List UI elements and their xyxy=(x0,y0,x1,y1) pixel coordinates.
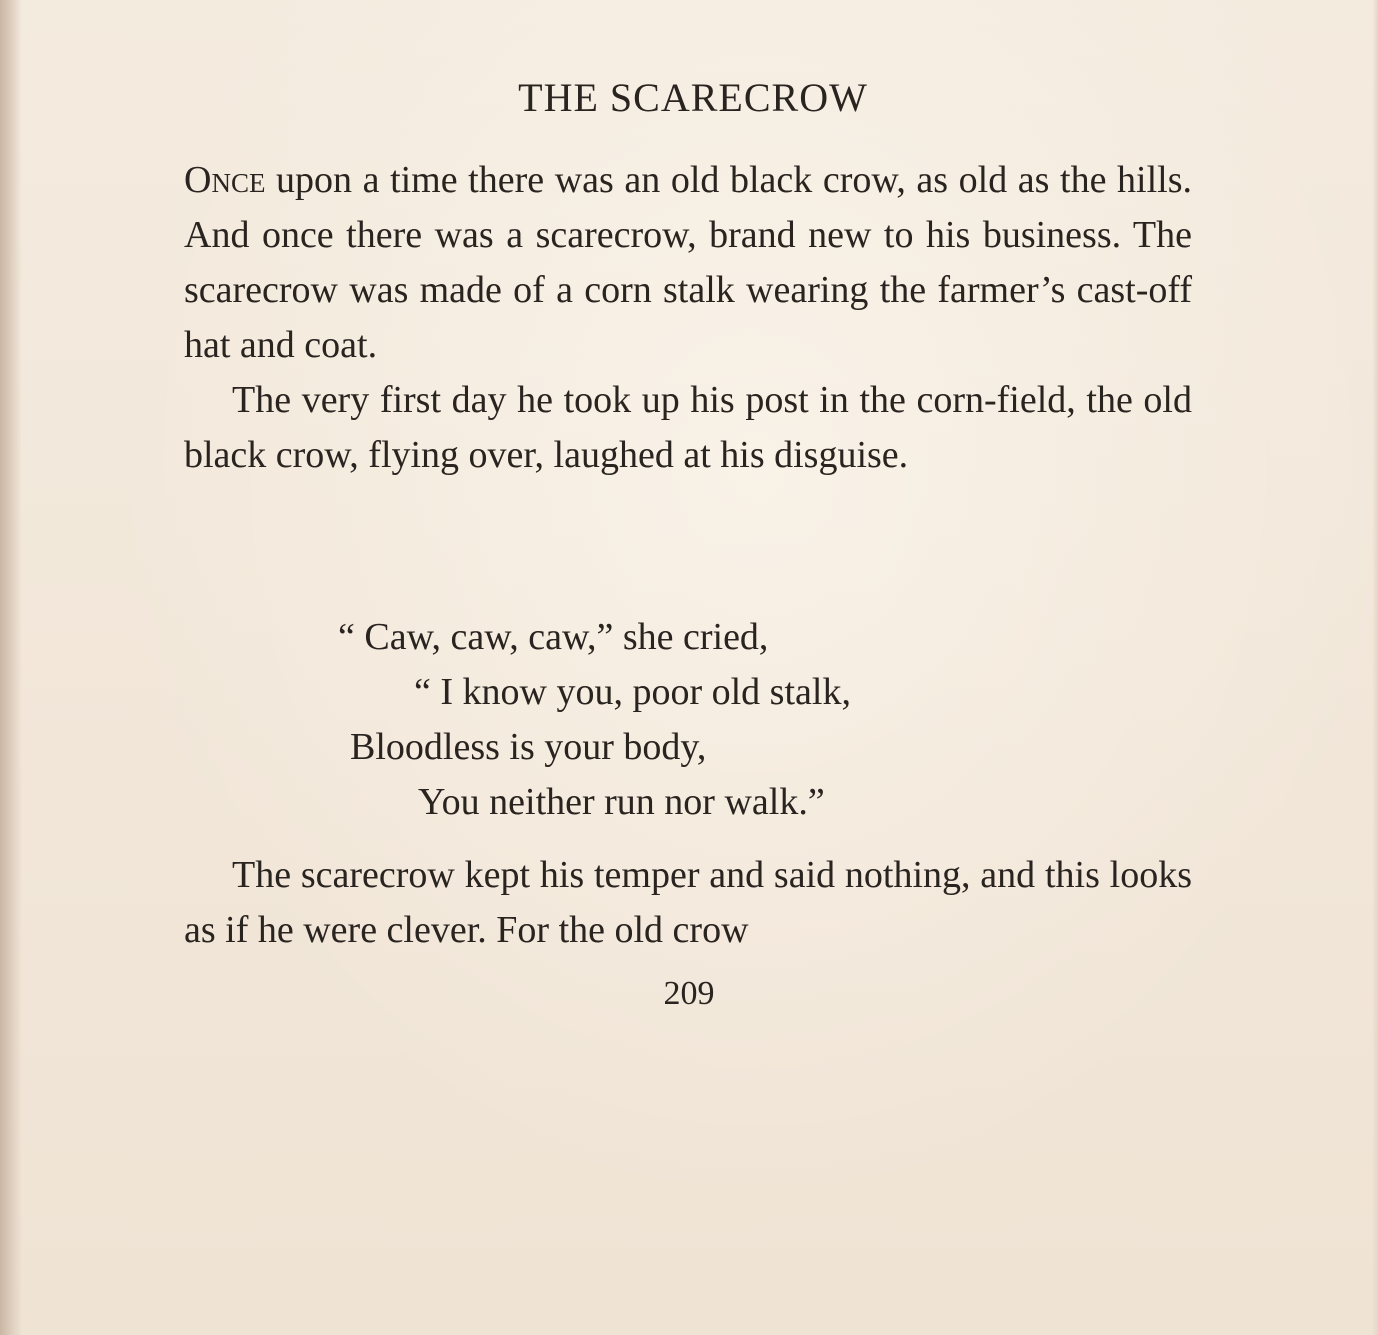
verse-line-2: “ I know you, poor old stalk, xyxy=(414,671,851,713)
paragraph-3: The scarecrow kept his temper and said nothing, and this looks as if he were clever. For the old crow xyxy=(184,854,1192,951)
page-edge xyxy=(1372,0,1378,1335)
page-number: 209 xyxy=(663,975,715,1012)
verse-line-4: You neither run nor walk.” xyxy=(418,781,825,823)
spine-shadow xyxy=(0,0,22,1335)
verse-line-3: Bloodless is your body, xyxy=(350,726,707,768)
paragraph-1-lead: Once xyxy=(184,159,266,201)
paragraph-2: The very first day he took up his post in the corn-field, the old black crow, flying over, laughed at his disguise. xyxy=(184,379,1192,476)
paragraph-1-text: upon a time there was an old black crow, as old as the hills. And once there was a scarecrow, brand new to his business. The scarecrow was made of a corn stalk wearing the farmer’s cast-off hat and coat. xyxy=(184,159,1192,366)
paragraph-1 xyxy=(184,153,1192,373)
closing-paragraph-block xyxy=(184,848,1192,958)
chapter-title: THE SCARECROW xyxy=(518,75,868,120)
opening-paragraph-block xyxy=(184,153,1192,483)
verse-line-1: “ Caw, caw, caw,” she cried, xyxy=(338,616,769,658)
